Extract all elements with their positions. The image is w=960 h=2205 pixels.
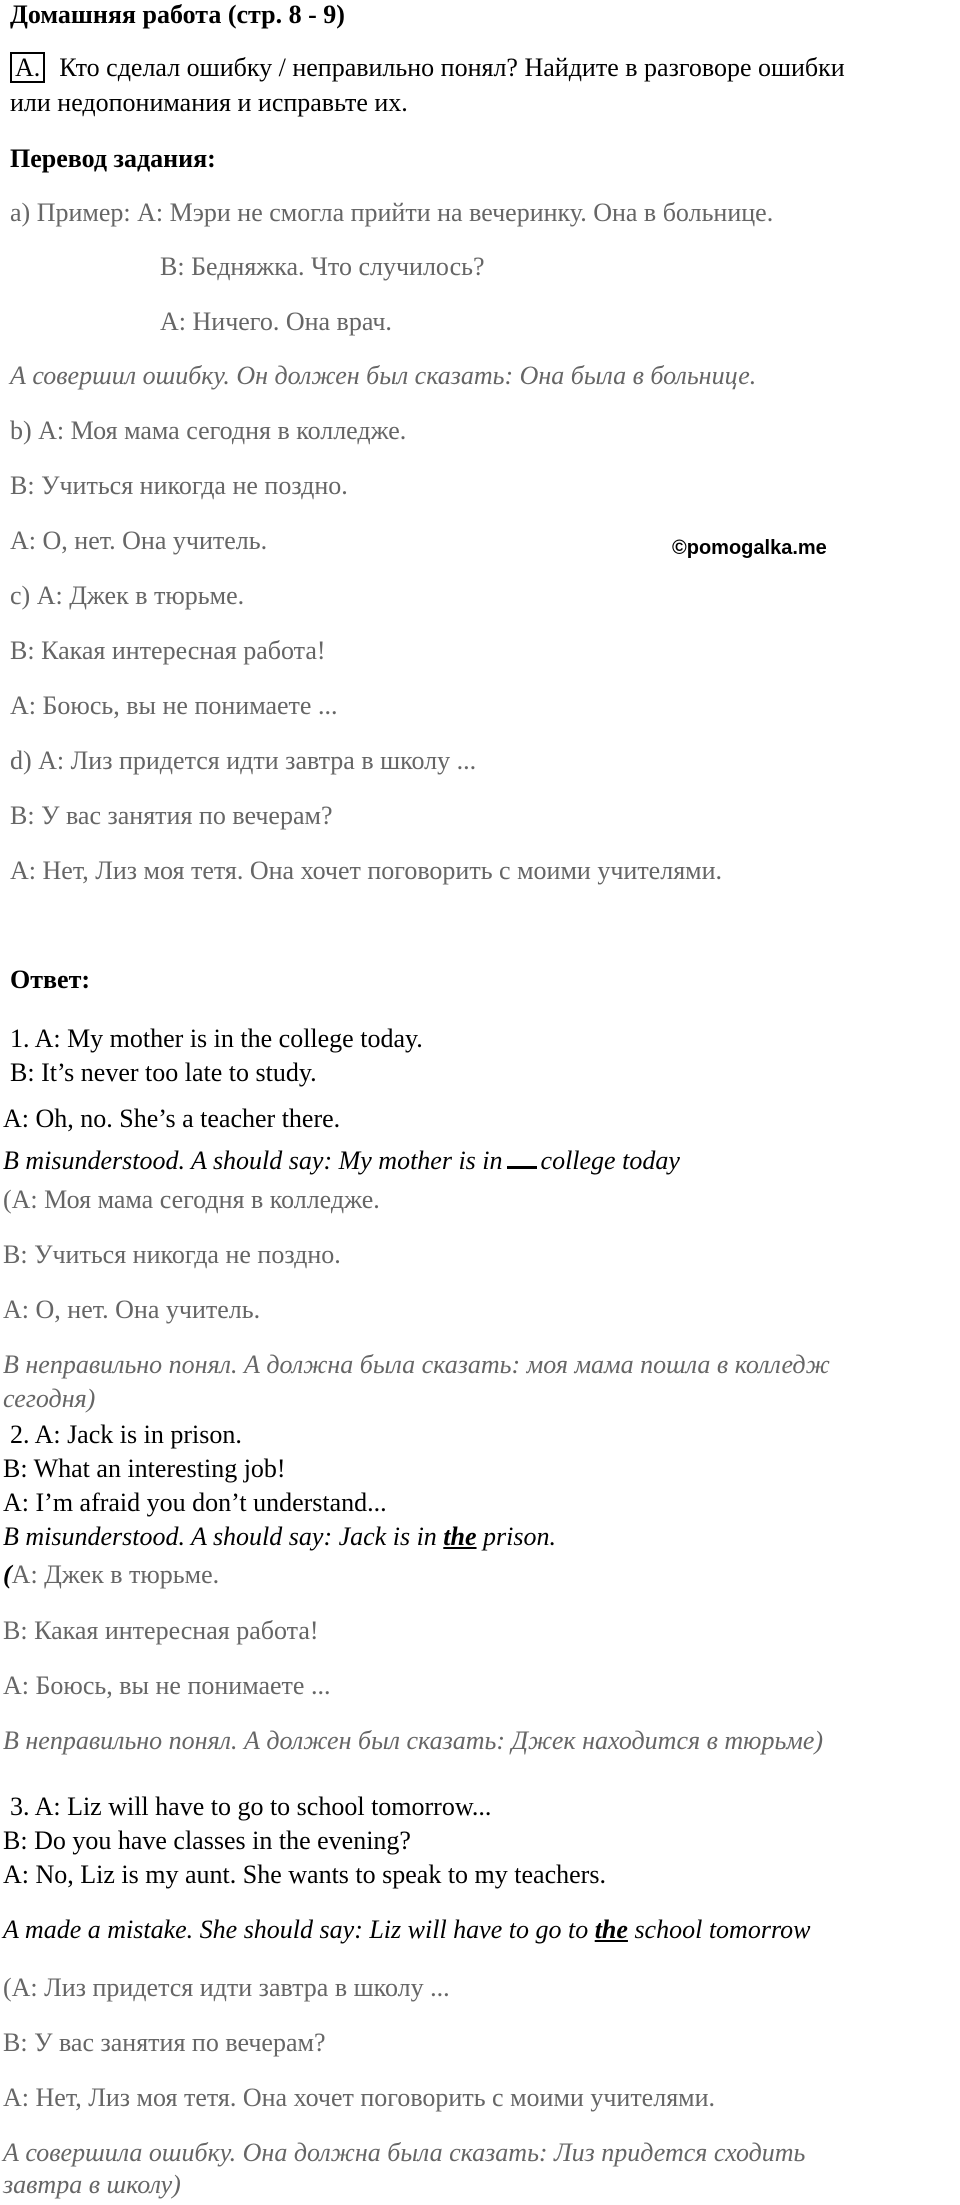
answer1-line: А: О, нет. Она учитель. bbox=[3, 1295, 261, 1324]
open-paren: ( bbox=[3, 1560, 12, 1589]
answer2-correction-end: prison. bbox=[476, 1522, 556, 1551]
answer2-line: B: What an interesting job! bbox=[3, 1454, 286, 1483]
answer1-line: В: Учиться никогда не поздно. bbox=[3, 1240, 341, 1269]
answer3-line: А: Нет, Лиз моя тетя. Она хочет поговорить с моими учителями. bbox=[3, 2083, 716, 2112]
answer-heading: Ответ: bbox=[10, 965, 91, 994]
answer1-line: 1. A: My mother is in the college today. bbox=[10, 1024, 423, 1053]
answer1-correction-text: B misunderstood. A should say: My mother is in bbox=[3, 1146, 503, 1175]
answer2-correction-text: B misunderstood. A should say: Jack is in bbox=[3, 1522, 444, 1551]
answer2-line: A: I’m afraid you don’t understand... bbox=[3, 1488, 387, 1517]
answer3-line: А совершила ошибку. Она должна была сказать: Лиз придется сходить bbox=[3, 2138, 806, 2167]
answer2-line-text: А: Джек в тюрьме. bbox=[11, 1560, 220, 1589]
translation-line: А: Ничего. Она врач. bbox=[160, 307, 392, 336]
task-statement bbox=[10, 52, 845, 83]
answer3-line: В: У вас занятия по вечерам? bbox=[3, 2028, 326, 2057]
watermark: ©pomogalka.me bbox=[672, 537, 827, 559]
translation-heading: Перевод задания: bbox=[10, 144, 216, 173]
answer3-line: (А: Лиз придется идти завтра в школу ... bbox=[3, 1973, 450, 2002]
translation-line: d) А: Лиз придется идти завтра в школу ... bbox=[10, 746, 477, 775]
answer2-line: В: Какая интересная работа! bbox=[3, 1616, 319, 1645]
translation-line: А: О, нет. Она учитель. bbox=[10, 526, 268, 555]
answer2-article: the bbox=[443, 1522, 477, 1551]
answer1-line: B: It’s never too late to study. bbox=[10, 1058, 317, 1087]
answer3-line: B: Do you have classes in the evening? bbox=[3, 1826, 411, 1855]
translation-line: b) А: Моя мама сегодня в колледже. bbox=[10, 416, 407, 445]
page-title: Домашняя работа (стр. 8 - 9) bbox=[10, 0, 345, 29]
answer1-line: В неправильно понял. А должна была сказать: моя мама пошла в колледж bbox=[3, 1350, 830, 1379]
translation-line: B: Бедняжка. Что случилось? bbox=[160, 252, 485, 281]
answer3-correction-end: school tomorrow bbox=[627, 1915, 811, 1944]
answer3-correction bbox=[3, 1915, 810, 1945]
translation-line: с) А: Джек в тюрьме. bbox=[10, 581, 245, 610]
answer2-line: В неправильно понял. А должен был сказать: Джек находится в тюрьме) bbox=[3, 1726, 824, 1755]
answer3-article: the bbox=[594, 1915, 628, 1944]
translation-line: а) Пример: А: Мэри не смогла прийти на вечеринку. Она в больнице. bbox=[10, 198, 774, 227]
answer2-line bbox=[3, 1560, 219, 1590]
answer1-correction-end: college today bbox=[540, 1146, 680, 1175]
task-text-line2: или недопонимания и исправьте их. bbox=[10, 88, 408, 117]
answer3-line: 3. A: Liz will have to go to school tomorrow... bbox=[10, 1792, 492, 1821]
translation-line: А: Нет, Лиз моя тетя. Она хочет поговорить с моими учителями. bbox=[10, 856, 723, 885]
answer2-correction bbox=[3, 1522, 556, 1552]
answer3-correction-text: A made a mistake. She should say: Liz will have to go to bbox=[3, 1915, 595, 1944]
answer3-line: A: No, Liz is my aunt. She wants to speak to my teachers. bbox=[3, 1860, 606, 1889]
answer1-line: A: Oh, no. She’s a teacher there. bbox=[3, 1104, 341, 1133]
translation-line: А совершил ошибку. Он должен был сказать: Она была в больнице. bbox=[10, 361, 757, 390]
task-label: A. bbox=[10, 52, 45, 83]
task-text-line1: Кто сделал ошибку / неправильно понял? Найдите в разговоре ошибки bbox=[59, 53, 845, 82]
answer3-line: завтра в школу) bbox=[3, 2170, 181, 2199]
answer1-line: (А: Моя мама сегодня в колледже. bbox=[3, 1185, 380, 1214]
answer1-correction bbox=[3, 1144, 680, 1176]
answer2-line: А: Боюсь, вы не понимаете ... bbox=[3, 1671, 331, 1700]
answer2-line: 2. A: Jack is in prison. bbox=[10, 1420, 242, 1449]
answer1-line: сегодня) bbox=[3, 1384, 96, 1413]
translation-line: А: Боюсь, вы не понимаете ... bbox=[10, 691, 338, 720]
translation-line: В: Учиться никогда не поздно. bbox=[10, 471, 348, 500]
translation-line: В: Какая интересная работа! bbox=[10, 636, 326, 665]
translation-line: В: У вас занятия по вечерам? bbox=[10, 801, 333, 830]
blank-underline bbox=[507, 1144, 537, 1169]
